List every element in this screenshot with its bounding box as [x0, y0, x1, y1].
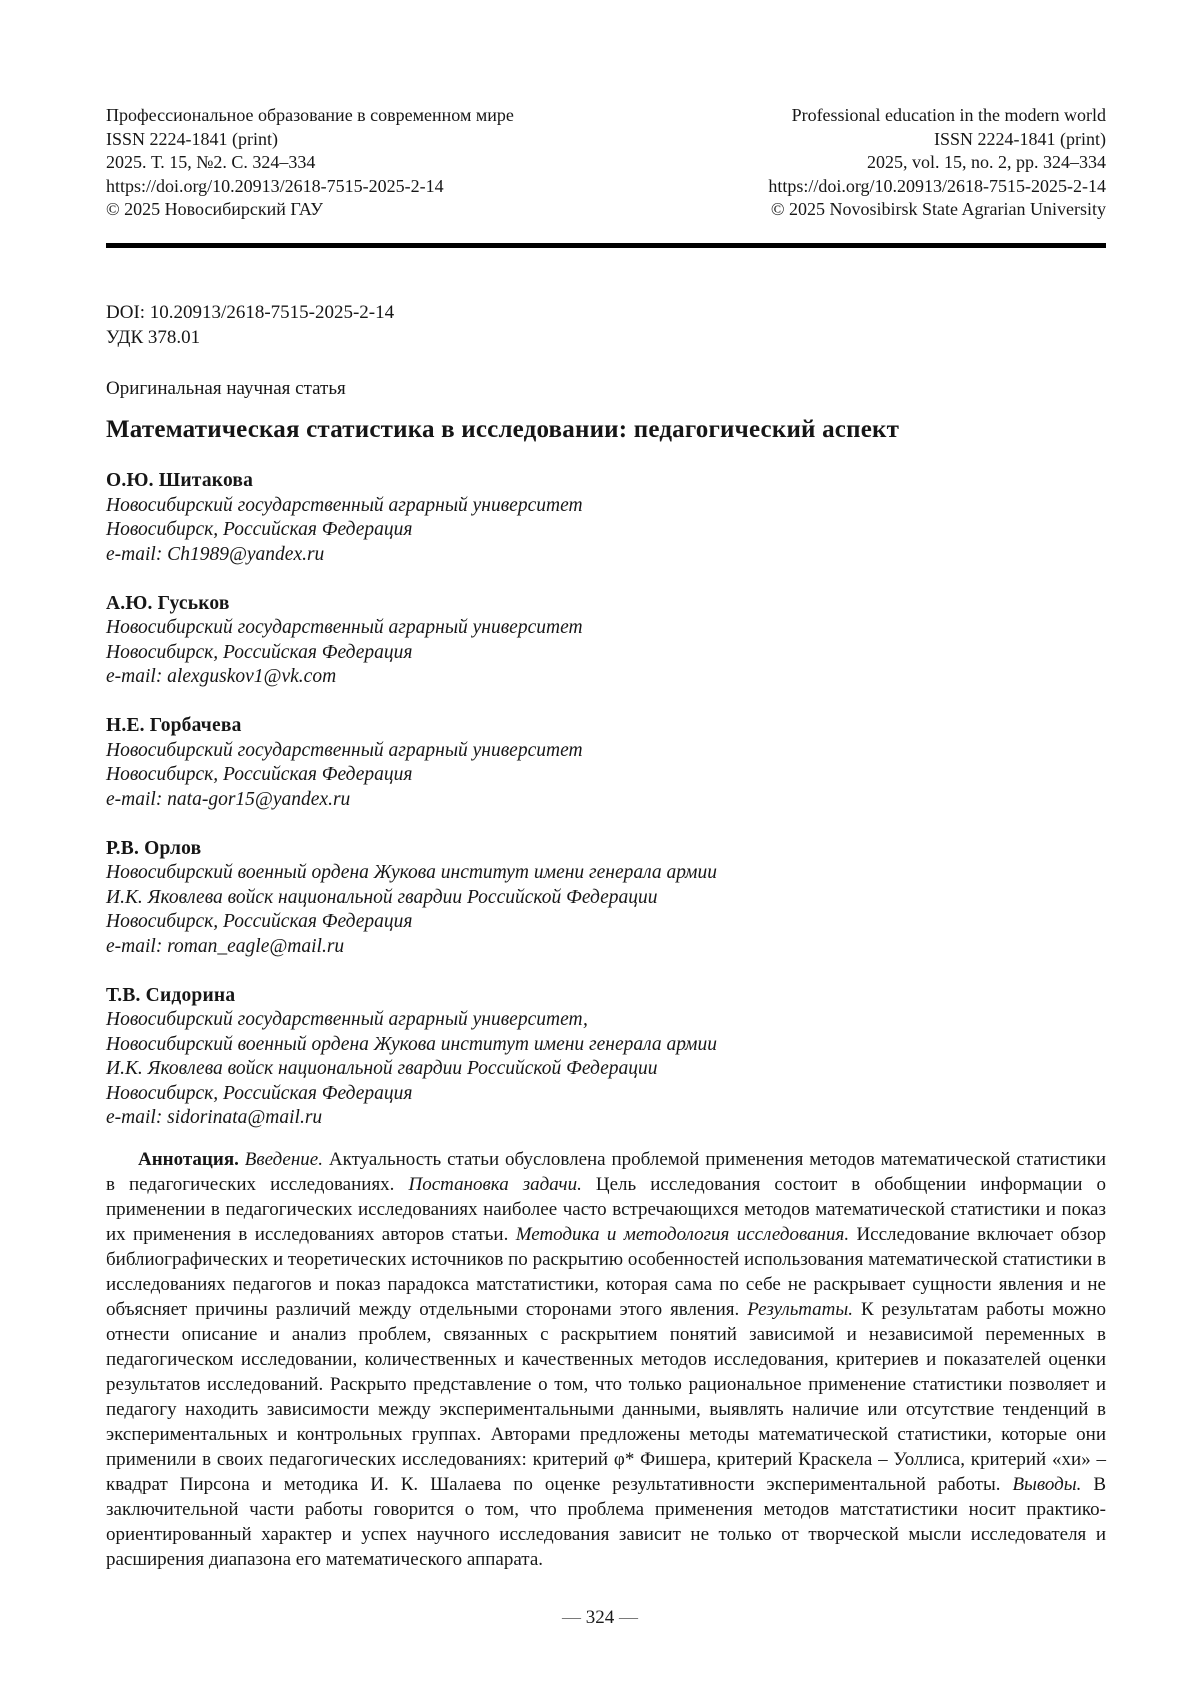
affiliation-line: Новосибирский государственный аграрный университет [106, 739, 583, 761]
doi-line: DOI: 10.20913/2618-7515-2025-2-14 [106, 301, 395, 323]
abstract-label: Аннотация. [138, 1148, 239, 1170]
abstract-problem-text: Цель исследования состоит в обобщении информации о применении в педагогических исследованиях наиболее часто встречающихся методов математической статистики и показ их применения в исследованиях авторов статьи. [106, 1173, 1107, 1245]
header-divider [106, 243, 1106, 248]
authors-section [106, 469, 1106, 1131]
author-email: e-mail: roman_eagle@mail.ru [106, 935, 345, 957]
affiliation-line: Новосибирский государственный аграрный университет [106, 617, 583, 638]
journal-volume-ru: 2025. Т. 15, №2. С. 324–334 [106, 152, 316, 172]
footer-dash-right: — [619, 1607, 638, 1628]
author-email: e-mail: sidorinata@mail.ru [106, 1107, 323, 1128]
journal-doi-url-ru: https://doi.org/10.20913/2618-7515-2025-2-14 [106, 175, 444, 196]
author-email: e-mail: alexguskov1@vk.com [106, 666, 337, 687]
author-name: О.Ю. Шитакова [106, 470, 254, 491]
article-type: Оригинальная научная статья [106, 377, 346, 399]
affiliation-line: Новосибирский государственный аграрный университет [106, 494, 583, 516]
journal-issn-en: ISSN 2224-1841 (print) [934, 128, 1106, 149]
abstract-conclusions-text: В заключительной части работы говорится о том, что проблема применения методов матстатистики носит практико-ориентированный характер и успех научного исследования зависит не только от творческой мысли исследователя и расширения диапазона его математического аппарата. [106, 1473, 1107, 1570]
journal-copyright-en: © 2025 Novosibirsk State Agrarian University [770, 199, 1106, 219]
affiliation-line: Новосибирск, Российская Федерация [106, 1082, 413, 1104]
affiliation-line: И.К. Яковлева войск национальной гвардии Российской Федерации [106, 1058, 658, 1079]
author-block [106, 592, 1106, 690]
author-block [106, 837, 1106, 960]
abstract-results-text: К результатам работы можно отнести описание и анализ проблем, связанных с раскрытием понятий зависимой и независимой переменных в педагогическом исследовании, количественных и качественных методов исследования, критериев и показателей оценки результатов исследований. Раскрыто представление о том, что только рациональное применение статистики позволяет и педагогу находить зависимости между экспериментальными данными, выявлять наличие или отсутствие тенденций в экспериментальных и контрольных группах. Авторами предложены методы математической статистики, которые они применили в своих педагогических исследованиях: критерий φ* Фишера, критерий Краскела – Уоллиса, критерий «хи» – квадрат Пирсона и методика И. К. Шалаева по оценке результативности экспериментальной работы. [106, 1298, 1107, 1495]
author-email: e-mail: Ch1989@yandex.ru [106, 543, 325, 565]
abstract-paragraph [106, 1147, 1106, 1572]
abstract-results-heading: Результаты. [747, 1298, 853, 1320]
author-name: Т.В. Сидорина [106, 984, 236, 1006]
author-name: Н.Е. Горбачева [106, 715, 242, 736]
abstract-methods-text: Исследование включает обзор библиографических и теоретических источников по раскрытию особенностей использования математической статистики в исследованиях педагогов и показ парадокса матстатистики, которая сама по себе не раскрывает сущности явления и не объясняет причины различий между отдельными сторонами этого явления. [106, 1223, 1106, 1320]
affiliation-line: Новосибирский военный ордена Жукова институт имени генерала армии [106, 862, 717, 883]
affiliation-line: Новосибирск, Российская Федерация [106, 519, 413, 540]
abstract-intro-heading: Введение. [244, 1148, 323, 1170]
page-number: 324 [585, 1607, 615, 1628]
journal-info-ru [106, 104, 514, 222]
journal-header [106, 104, 1106, 222]
abstract-methods-heading: Методика и методология исследования. [515, 1223, 850, 1245]
author-name: Р.В. Орлов [106, 837, 202, 859]
author-block [106, 714, 1106, 812]
abstract-conclusions-heading: Выводы. [1012, 1473, 1082, 1495]
author-email: e-mail: nata-gor15@yandex.ru [106, 788, 351, 810]
author-block [106, 984, 1106, 1131]
journal-issn-ru: ISSN 2224-1841 (print) [106, 128, 278, 149]
abstract-problem-heading: Постановка задачи. [408, 1173, 582, 1195]
affiliation-line: Новосибирский военный ордена Жукова институт имени генерала армии [106, 1033, 717, 1055]
abstract-intro-text: Актуальность статьи обусловлена проблемой применения методов математической статистики в педагогических исследованиях. [106, 1148, 1107, 1195]
affiliation-line: Новосибирск, Российская Федерация [106, 911, 413, 932]
affiliation-line: Новосибирск, Российская Федерация [106, 764, 413, 785]
journal-copyright-ru: © 2025 Новосибирский ГАУ [106, 199, 324, 219]
journal-info-en [768, 104, 1106, 222]
affiliation-line: Новосибирск, Российская Федерация [106, 641, 413, 663]
affiliation-line: И.К. Яковлева войск национальной гвардии Российской Федерации [106, 886, 658, 908]
author-block [106, 469, 1106, 567]
article-meta [106, 300, 1106, 401]
journal-volume-en: 2025, vol. 15, no. 2, pp. 324–334 [866, 152, 1106, 172]
journal-title-ru: Профессиональное образование в современном мире [106, 105, 514, 125]
journal-doi-url-en: https://doi.org/10.20913/2618-7515-2025-2-14 [768, 175, 1106, 196]
affiliation-line: Новосибирский государственный аграрный университет, [106, 1009, 588, 1030]
author-name: А.Ю. Гуськов [106, 592, 230, 614]
udc-line: УДК 378.01 [106, 326, 201, 348]
footer-dash-left: — [562, 1607, 581, 1628]
page-footer [0, 1605, 1200, 1630]
article-title: Математическая статистика в исследовании: педагогический аспект [106, 415, 900, 443]
abstract-section [106, 1147, 1106, 1572]
journal-title-en: Professional education in the modern world [791, 105, 1106, 125]
